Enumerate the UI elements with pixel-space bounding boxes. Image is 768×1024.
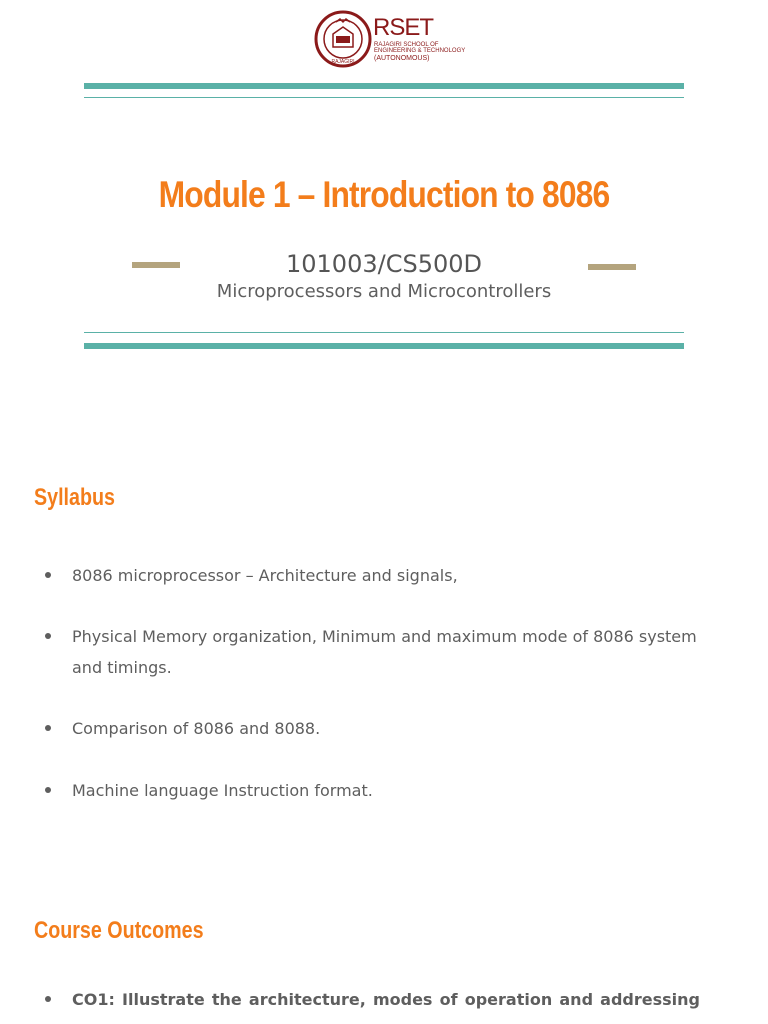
- syllabus-item-text: 8086 microprocessor – Architecture and signals,: [72, 566, 458, 585]
- bottom-thin-rule: [84, 332, 684, 333]
- logo-autonomous-tag: (AUTONOMOUS): [374, 55, 430, 62]
- bullet-icon: [45, 633, 51, 639]
- course-name: Microprocessors and Microcontrollers: [216, 281, 552, 302]
- syllabus-heading: Syllabus: [34, 484, 115, 511]
- list-item: [72, 621, 700, 683]
- college-seal-icon: [314, 10, 372, 68]
- syllabus-item-text: Physical Memory organization, Minimum and maximum mode of 8086 system and timings.: [72, 627, 697, 677]
- bullet-icon: [45, 725, 51, 731]
- top-thin-rule: [84, 97, 684, 98]
- syllabus-item-text: Comparison of 8086 and 8088.: [72, 719, 321, 738]
- list-item: [72, 775, 700, 806]
- bullet-icon: [45, 572, 51, 578]
- top-thick-rule: [84, 83, 684, 89]
- rset-logo: [314, 10, 464, 70]
- list-item: [72, 984, 700, 1015]
- seal-text: RAJAGIRI: [331, 59, 355, 65]
- outcome-item-text: CO1: Illustrate the architecture, modes of operation and addressing: [72, 990, 700, 1009]
- module-title: Module 1 – Introduction to 8086: [158, 174, 610, 215]
- syllabus-item-text: Machine language Instruction format.: [72, 781, 373, 800]
- bullet-icon: [45, 996, 51, 1002]
- course-code: 101003/CS500D: [286, 250, 482, 278]
- logo-subtitle: RAJAGIRI SCHOOL OF ENGINEERING & TECHNOLOGY: [374, 42, 466, 54]
- list-item: [72, 713, 700, 744]
- course-outcomes-heading: Course Outcomes: [34, 917, 204, 944]
- logo-title: RSET: [373, 14, 434, 41]
- list-item: [72, 560, 700, 591]
- bottom-thick-rule: [84, 343, 684, 349]
- bullet-icon: [45, 787, 51, 793]
